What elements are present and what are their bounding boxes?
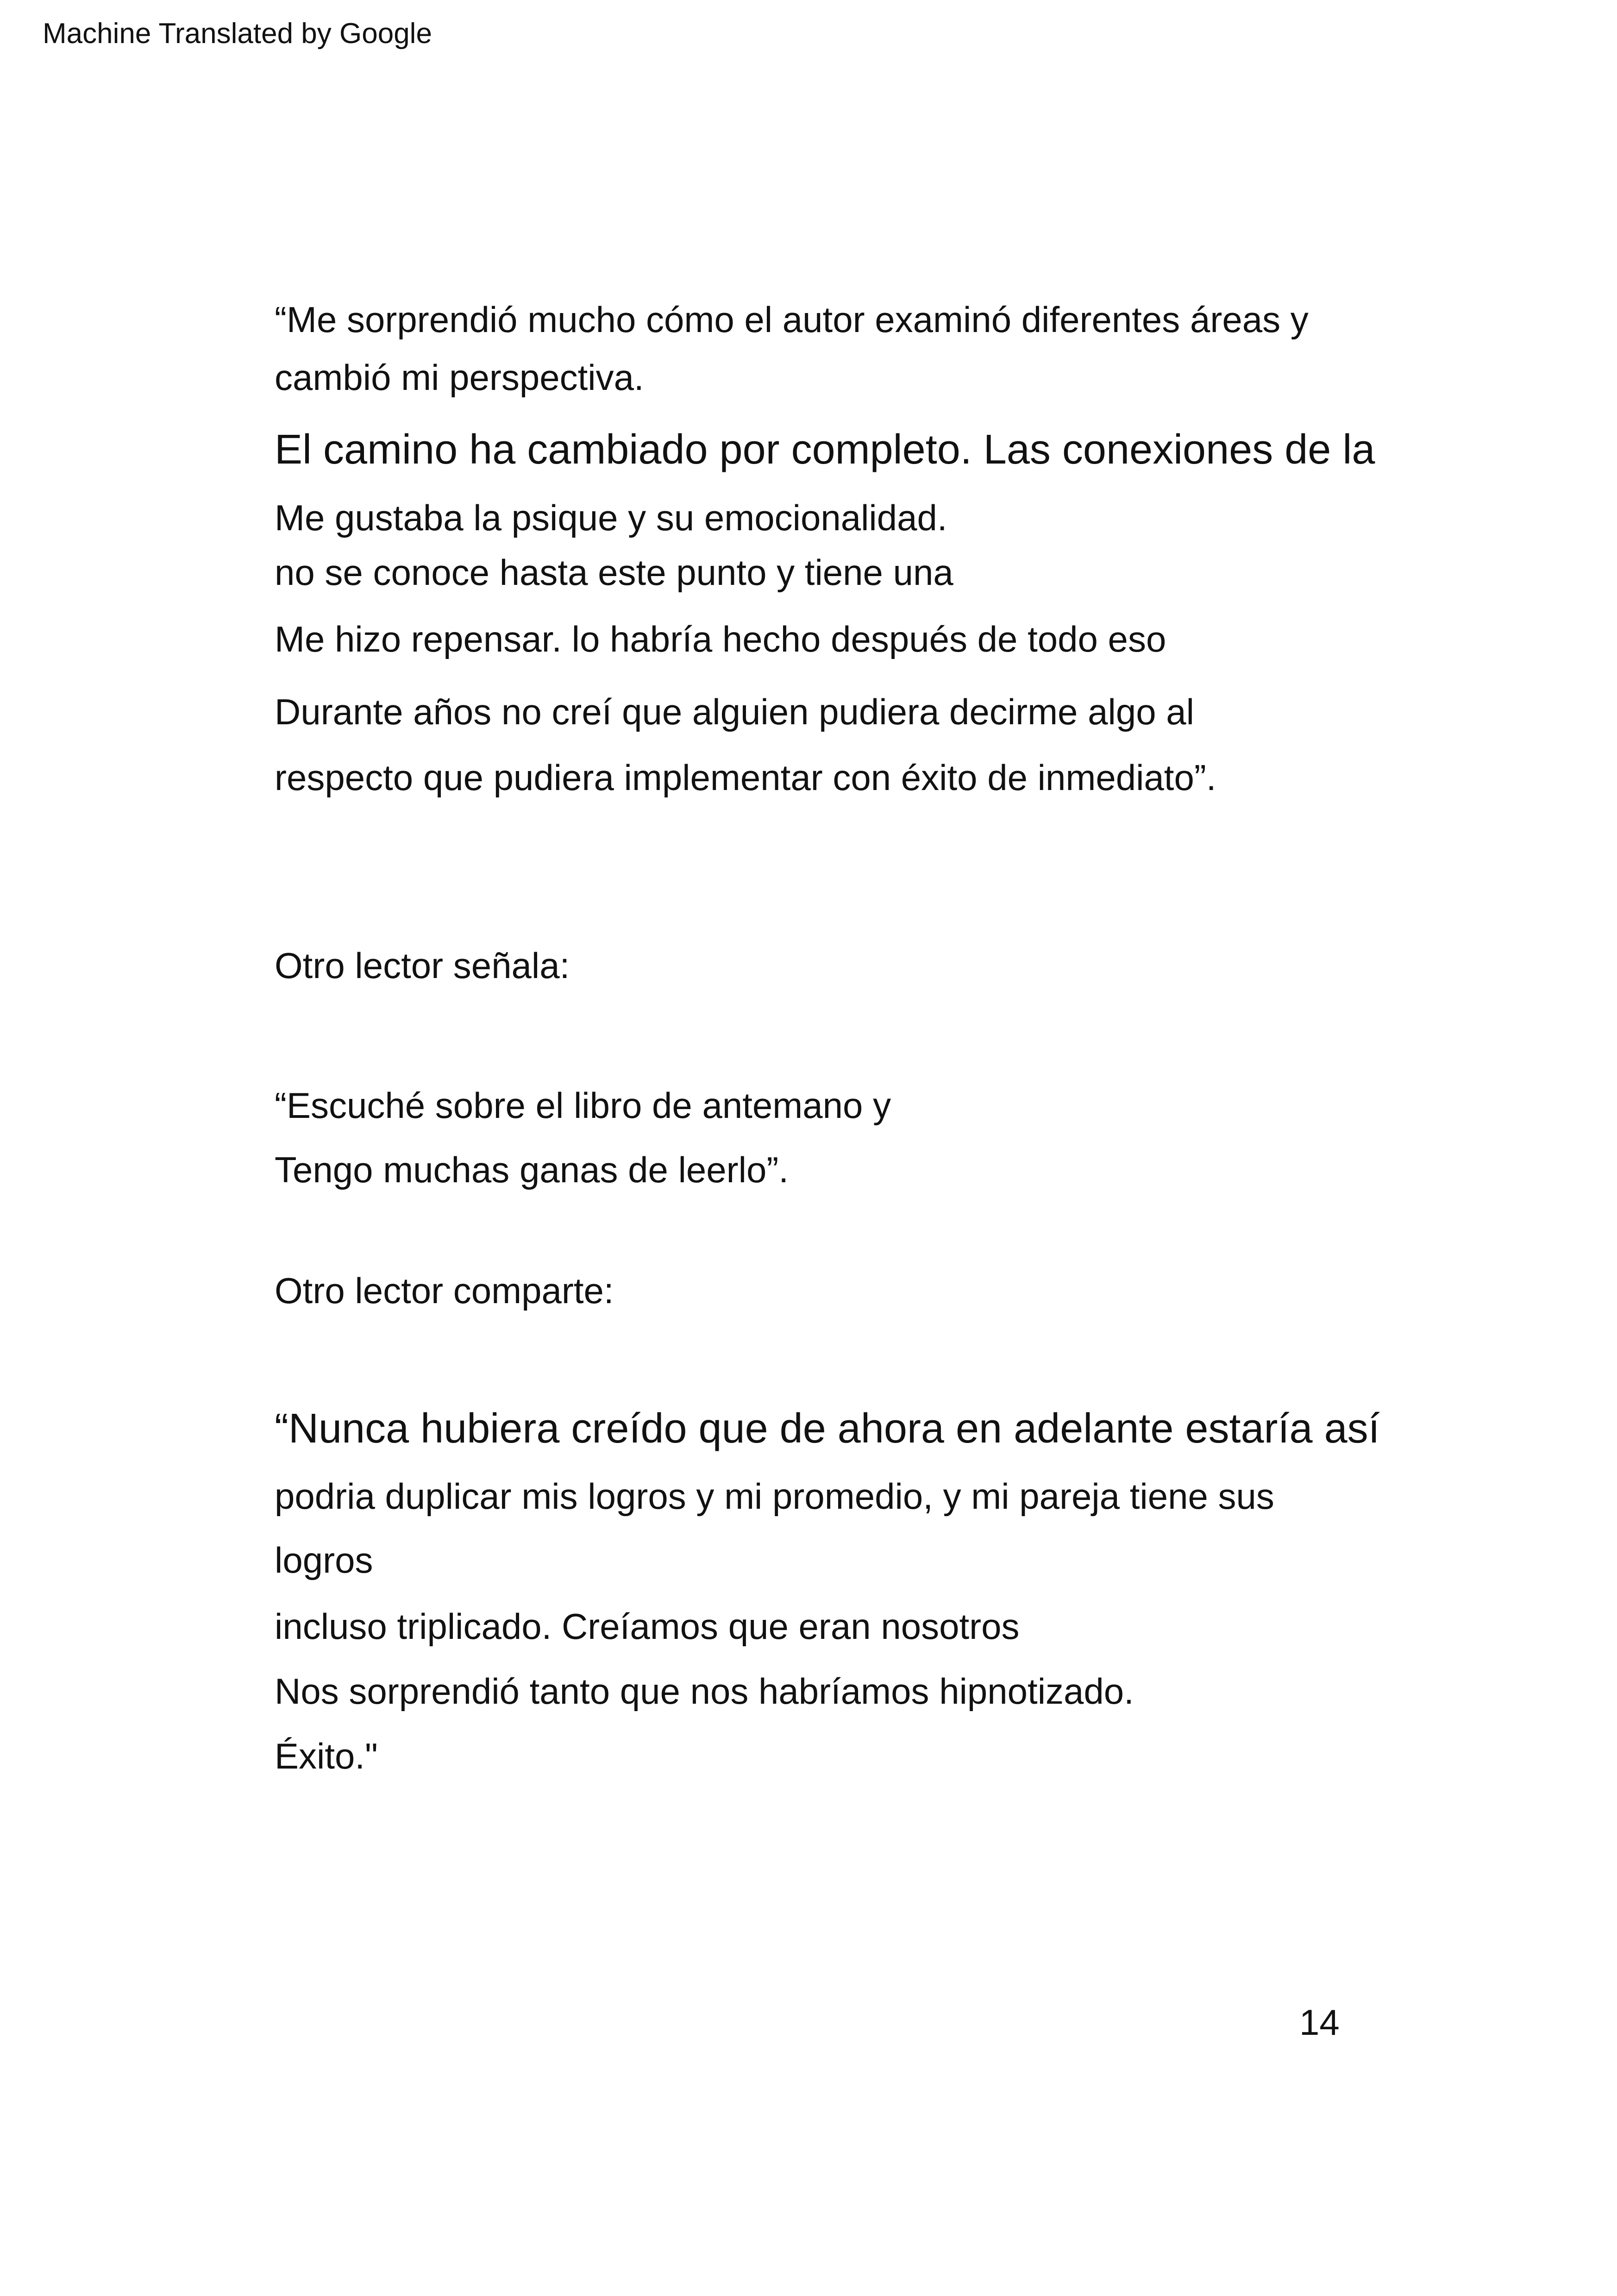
quote-line: Durante años no creí que alguien pudiera decirme algo al — [275, 691, 1194, 732]
translation-banner: Machine Translated by Google — [43, 18, 432, 50]
page-number: 14 — [1299, 2002, 1340, 2043]
quote-line: incluso triplicado. Creíamos que eran nosotros — [275, 1606, 1020, 1647]
quote-line: “Nunca hubiera creído que de ahora en adelante estaría así — [275, 1405, 1380, 1452]
quote-line: Me hizo repensar. lo habría hecho después de todo eso — [275, 619, 1166, 659]
quote-line: “Me sorprendió mucho cómo el autor examinó diferentes áreas y — [275, 299, 1309, 340]
quote-line: Nos sorprendió tanto que nos habríamos hipnotizado. — [275, 1671, 1134, 1712]
reader-intro: Otro lector comparte: — [275, 1270, 614, 1311]
quote-line: no se conoce hasta este punto y tiene una — [275, 552, 953, 593]
quote-line: logros — [275, 1540, 373, 1581]
quote-line: El camino ha cambiado por completo. Las conexiones de la — [275, 427, 1375, 473]
quote-line: Tengo muchas ganas de leerlo”. — [275, 1149, 789, 1190]
quote-line: Me gustaba la psique y su emocionalidad. — [275, 497, 947, 538]
quote-line: cambió mi perspectiva. — [275, 357, 644, 398]
reader-intro: Otro lector señala: — [275, 945, 570, 986]
quote-line: podria duplicar mis logros y mi promedio, y mi pareja tiene sus — [275, 1476, 1274, 1517]
quote-line: respecto que pudiera implementar con éxito de inmediato”. — [275, 757, 1216, 798]
quote-line: Éxito." — [275, 1736, 378, 1776]
quote-line: “Escuché sobre el libro de antemano y — [275, 1085, 891, 1126]
